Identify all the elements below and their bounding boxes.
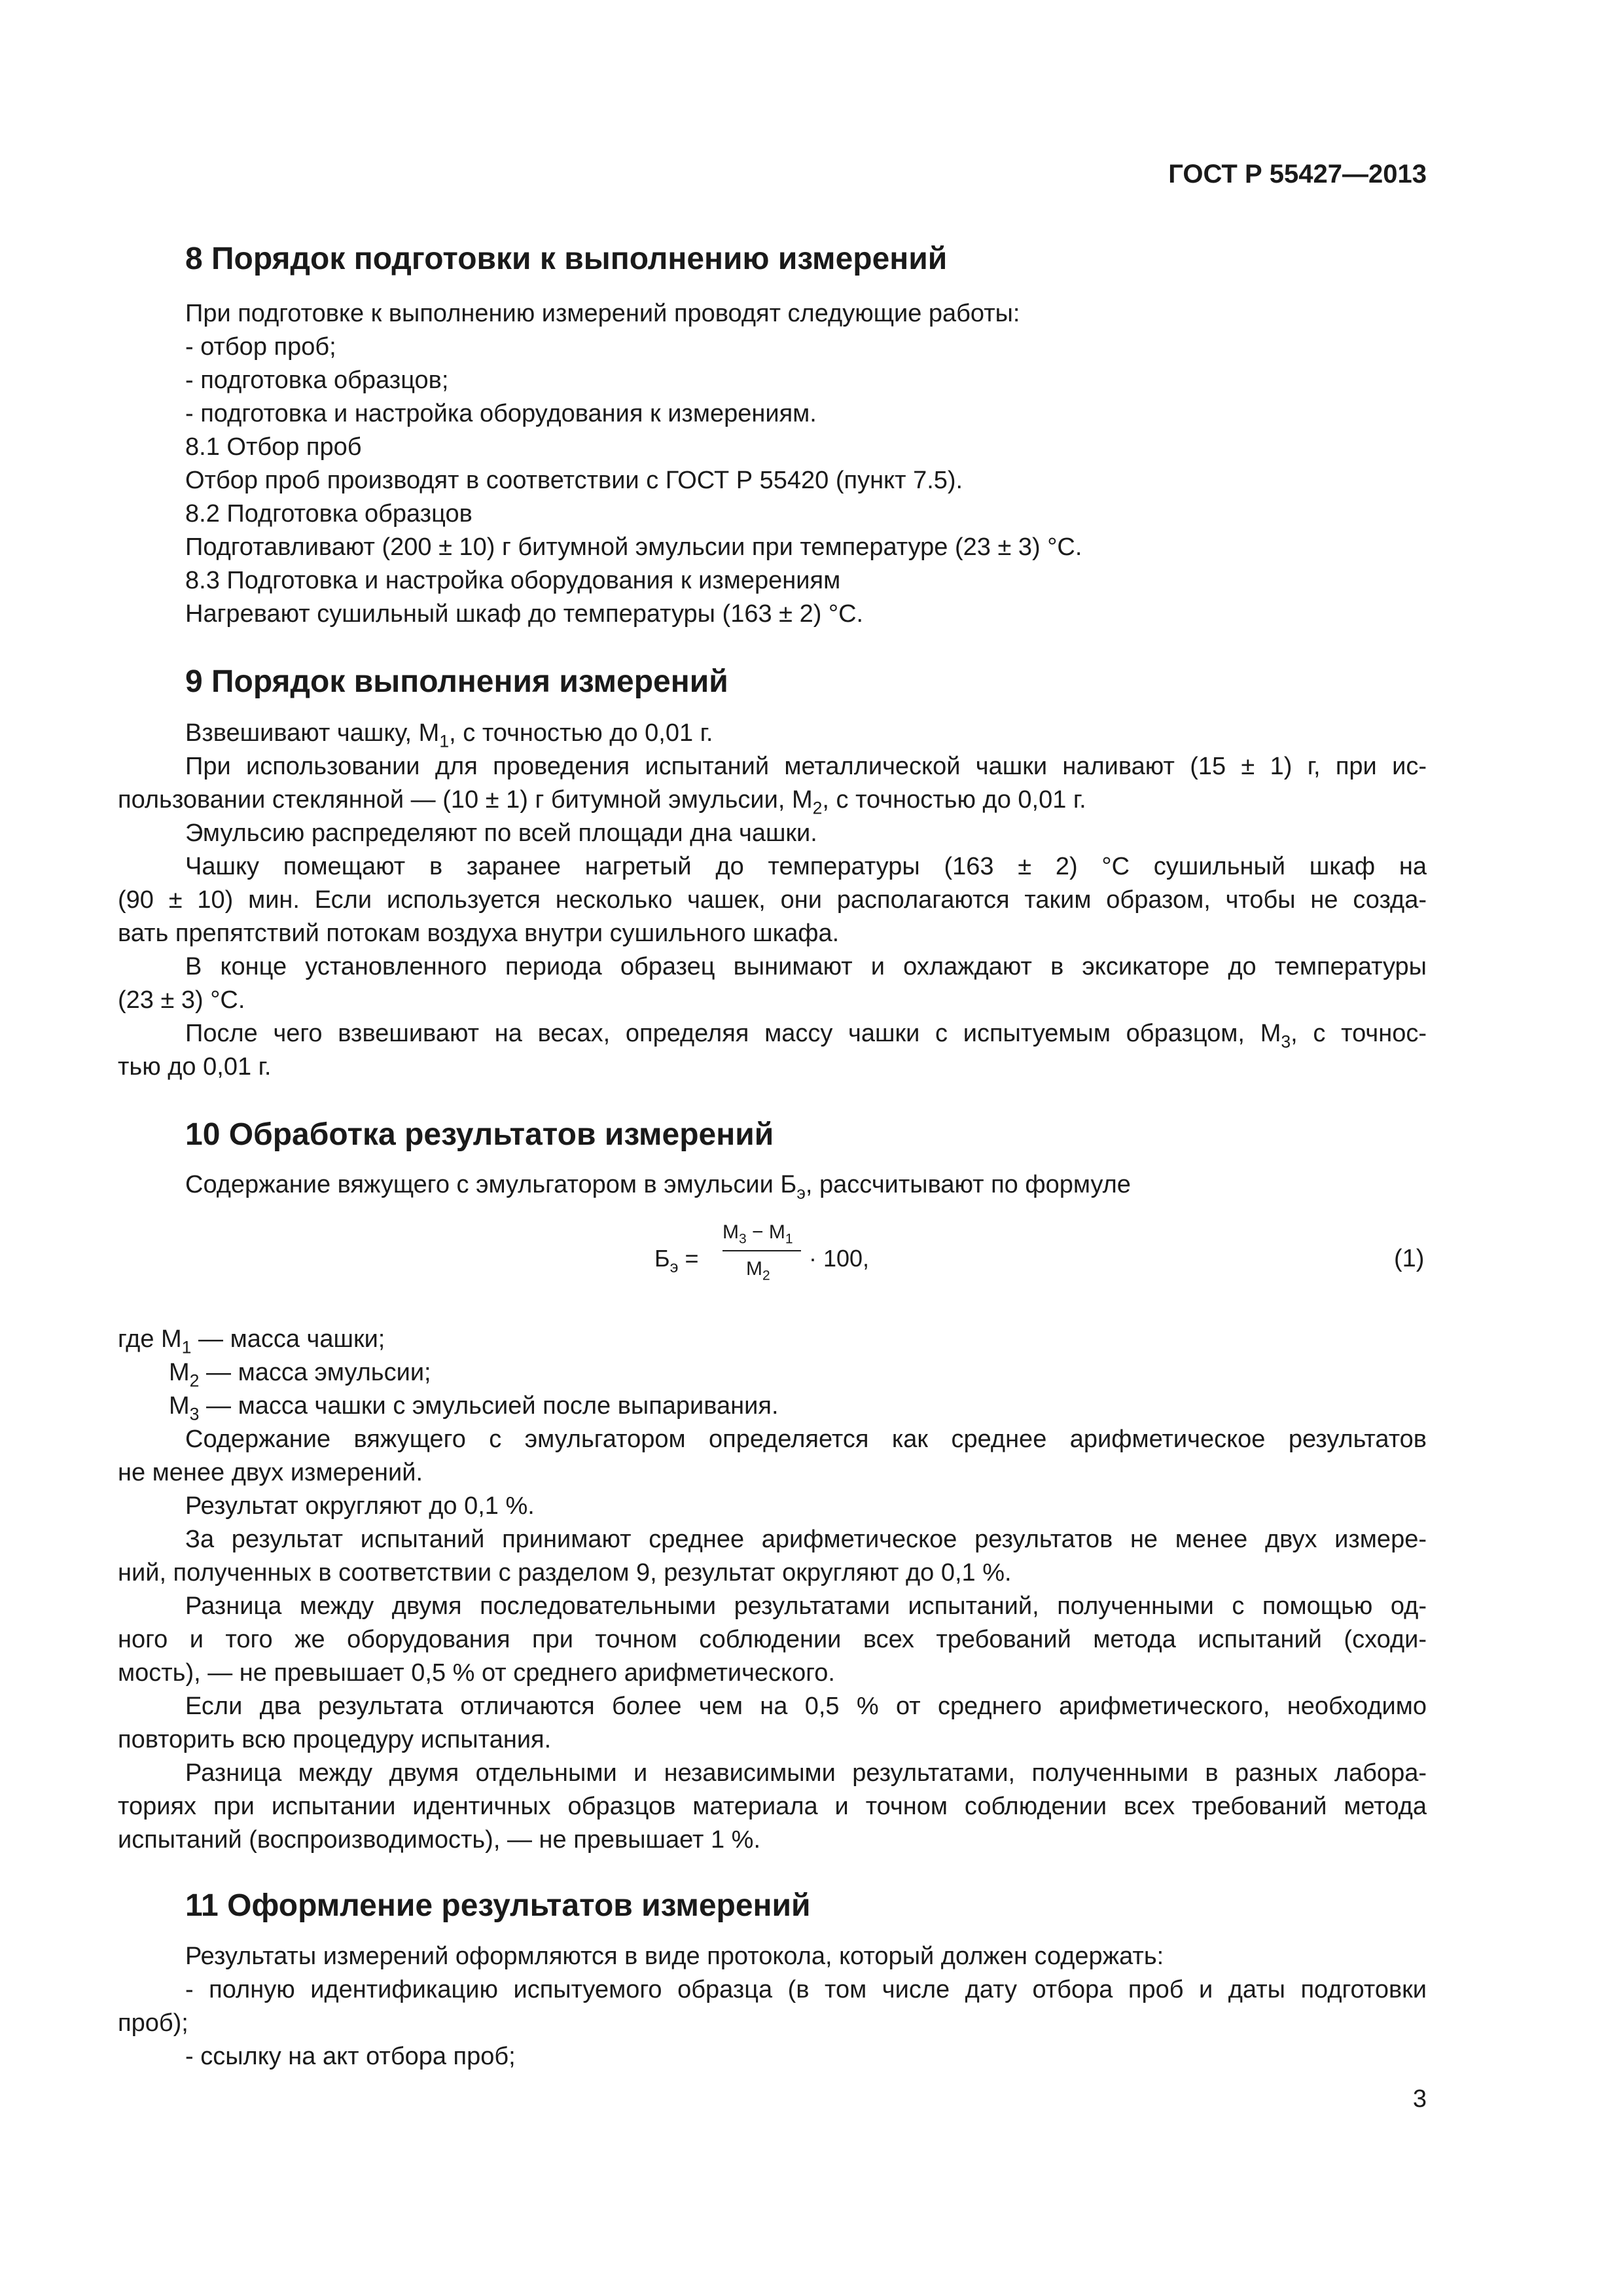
s10-p1-line-2: не менее двух измерений. [118, 1459, 423, 1486]
s9-line-4: Эмульсию распределяют по всей площади дна чашки. [185, 819, 817, 847]
formula-numerator: $М_3 - М_1$ [722, 1221, 793, 1247]
where-m3: $М_3$ — масса чашки с эмульсией после выпаривания. [169, 1392, 779, 1424]
page-number: 3 [1412, 2085, 1427, 2113]
s10-p4-line-3: мость), — не превышает 0,5 % от среднего арифметического. [118, 1659, 835, 1687]
subsection-8-3-title: 8.3 Подготовка и настройка оборудования к измерениям [185, 567, 841, 594]
s10-p5-line-2: повторить всю процедуру испытания. [118, 1726, 552, 1753]
subsection-8-2-text: Подготавливают (200 ± 10) г битумной эмульсии при температуре (23 ± 3) °С. [185, 533, 1082, 561]
subsection-8-1-text: Отбор проб производят в соответствии с ГОСТ Р 55420 (пункт 7.5). [185, 467, 963, 494]
s8-intro: При подготовке к выполнению измерений проводят следующие работы: [185, 300, 1020, 327]
where-m2: $М_2$ — масса эмульсии; [169, 1359, 431, 1391]
s10-p3-line-1: За результат испытаний принимают среднее арифметическое результатов не менее двух измере- [185, 1526, 1427, 1553]
s10-p1-line-1: Содержание вяжущего с эмульгатором определяется как среднее арифметическое результатов [185, 1426, 1427, 1453]
formula-fraction-bar [722, 1250, 801, 1251]
s9-line-7: вать препятствий потокам воздуха внутри сушильного шкафа. [118, 920, 840, 947]
document-header: ГОСТ Р 55427—2013 [1168, 160, 1427, 188]
s9-line-2: При использовании для проведения испытаний металлической чашки наливают (15 ± 1) г, при ис- [185, 753, 1427, 780]
formula-1 [654, 1217, 929, 1302]
s10-p5-line-1: Если два результата отличаются более чем на 0,5 % от среднего арифметического, необходимо [185, 1693, 1427, 1720]
where-m1: где $М_1$ — масса чашки; [118, 1325, 385, 1357]
subsection-8-2-title: 8.2 Подготовка образцов [185, 500, 473, 528]
s10-p6-line-1: Разница между двумя отдельными и независимыми результатами, полученными в разных лабора- [185, 1759, 1427, 1787]
s11-line-3: проб); [118, 2009, 188, 2037]
s10-p4-line-1: Разница между двумя последовательными результатами испытаний, полученными с помощью од- [185, 1592, 1427, 1620]
s11-line-4: - ссылку на акт отбора проб; [185, 2043, 516, 2070]
s9-line-10: После чего взвешивают на весах, определяя массу чашки с испытуемым образцом, $М_3$, с точнос- [185, 1020, 1427, 1052]
s9-line-11: тью до 0,01 г. [118, 1053, 272, 1081]
formula-lhs: $Б_э$ = [654, 1245, 699, 1276]
formula-multiplier: · 100, [809, 1245, 870, 1272]
s8-item-3: - подготовка и настройка оборудования к измерениям. [185, 400, 817, 427]
section-8-title: 8 Порядок подготовки к выполнению измерений [185, 242, 948, 276]
formula-denominator: $М_2$ [746, 1258, 770, 1283]
subsection-8-3-text: Нагревают сушильный шкаф до температуры (163 ± 2) °С. [185, 600, 864, 628]
s9-line-3: пользовании стеклянной — (10 ± 1) г битумной эмульсии, $М_2$, с точностью до 0,01 г. [118, 786, 1086, 818]
s10-p3-line-2: ний, полученных в соответствии с разделом 9, результат округляют до 0,1 %. [118, 1559, 1012, 1587]
s9-line-8: В конце установленного периода образец вынимают и охлаждают в эксикаторе до температуры [185, 953, 1427, 980]
section-10-title: 10 Обработка результатов измерений [185, 1117, 774, 1152]
formula-number: (1) [1394, 1245, 1425, 1272]
s10-line-1: Содержание вяжущего с эмульгатором в эмульсии $Б_э$, рассчитывают по формуле [185, 1171, 1131, 1203]
s10-p6-line-3: испытаний (воспроизводимость), — не превышает 1 %. [118, 1826, 761, 1854]
section-9-title: 9 Порядок выполнения измерений [185, 664, 728, 699]
s9-line-9: (23 ± 3) °С. [118, 986, 245, 1014]
s10-p4-line-2: ного и того же оборудования при точном соблюдении всех требований метода испытаний (сходи- [118, 1626, 1427, 1653]
section-11-title: 11 Оформление результатов измерений [185, 1888, 811, 1923]
s9-line-6: (90 ± 10) мин. Если используется несколько чашек, они располагаются таким образом, чтобы не созда- [118, 886, 1427, 914]
s8-item-1: - отбор проб; [185, 333, 336, 361]
s10-p6-line-2: ториях при испытании идентичных образцов материала и точном соблюдении всех требований метода [118, 1793, 1427, 1820]
s9-line-1: Взвешивают чашку, $М_1$, с точностью до 0,01 г. [185, 719, 713, 751]
subsection-8-1-title: 8.1 Отбор проб [185, 433, 362, 461]
s11-line-1: Результаты измерений оформляются в виде протокола, который должен содержать: [185, 1943, 1164, 1970]
s11-line-2: - полную идентификацию испытуемого образца (в том числе дату отбора проб и даты подготовки [185, 1976, 1427, 2003]
s10-p2: Результат округляют до 0,1 %. [185, 1492, 535, 1520]
s8-item-2: - подготовка образцов; [185, 367, 449, 394]
s9-line-5: Чашку помещают в заранее нагретый до температуры (163 ± 2) °С сушильный шкаф на [185, 853, 1427, 880]
